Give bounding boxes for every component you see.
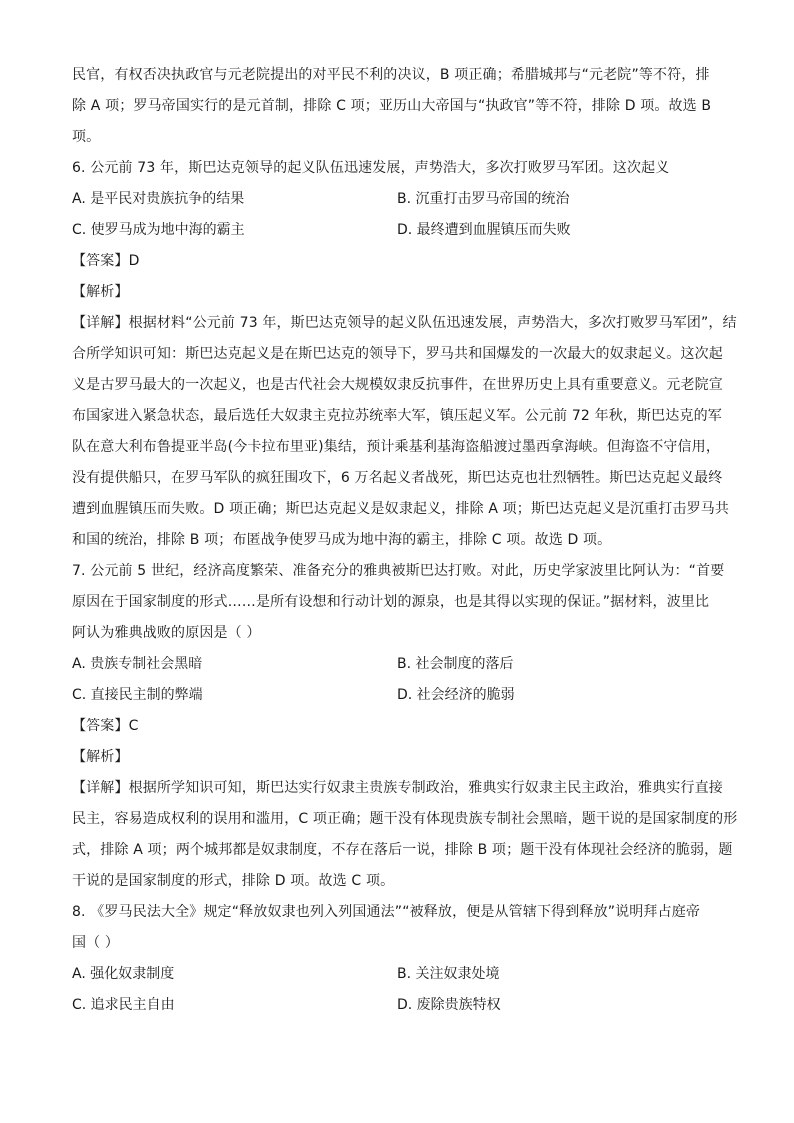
option-d: D. 最终遭到血腥镇压而失败 — [397, 222, 571, 238]
question-8-stem: 8. 《罗马民法大全》规定“释放奴隶也列入列国通法”“被释放，便是从管辖下得到释放”说明拜占庭帝 — [72, 904, 701, 920]
option-d: D. 社会经济的脆弱 — [397, 687, 515, 703]
answer-value: D — [128, 253, 140, 269]
detail-text: 合所学知识可知：斯巴达克起义是在斯巴达克的领导下，罗马共和国爆发的一次最大的奴隶起义。这次起 — [72, 346, 723, 362]
text-line: 除 A 项；罗马帝国实行的是元首制，排除 C 项；亚历山大帝国与“执政官”等不符，排除 D 项。故选 B — [72, 98, 712, 114]
question-6-stem: 6. 公元前 73 年，斯巴达克领导的起义队伍迅速发展，声势浩大，多次打败罗马军团。这次起义 — [72, 160, 670, 176]
question-7-stem: 原因在于国家制度的形式……是所有设想和行动计划的源泉，也是其得以实现的保证。”据材料，波里比 — [72, 594, 710, 610]
detail-line — [72, 308, 737, 339]
option-b: B. 关注奴隶处境 — [397, 966, 500, 982]
question-6-options-row — [72, 184, 722, 215]
answer-tag: 【答案】 — [72, 253, 129, 269]
detail-text: 根据材料“公元前 73 年，斯巴达克领导的起义队伍迅速发展，声势浩大，多次打败罗马军团”，结 — [128, 315, 737, 331]
question-8-stem: 国（ ） — [72, 935, 120, 951]
option-c: C. 追求民主自由 — [72, 997, 175, 1013]
answer-tag: 【答案】 — [72, 718, 129, 734]
detail-text: 和国的统治，排除 B 项；布匿战争使罗马成为地中海的霸主，排除 C 项。故选 D 项。 — [72, 532, 612, 548]
detail-text: 布国家进入紧急状态，最后选任大奴隶主克拉苏统率大军，镇压起义军。公元前 72 年秋，斯巴达克的军 — [72, 408, 722, 424]
question-7-options-row — [72, 680, 722, 711]
option-c: C. 使罗马成为地中海的霸主 — [72, 222, 245, 238]
question-7-options-row — [72, 649, 722, 680]
detail-tag: 【详解】 — [72, 315, 129, 331]
detail-text: 根据所学知识可知，斯巴达实行奴隶主贵族专制政治，雅典实行奴隶主民主政治，雅典实行直接 — [128, 780, 723, 796]
question-7-stem: 阿认为雅典战败的原因是（ ） — [72, 625, 261, 641]
analysis-tag: 【解析】 — [72, 749, 129, 765]
question-8-options-row — [72, 959, 722, 990]
option-a: A. 是平民对贵族抗争的结果 — [72, 191, 245, 207]
detail-text: 队在意大利布鲁提亚半岛(今卡拉布里亚)集结，预计乘基利基海盗船渡过墨西拿海峡。但海盗不守信用， — [72, 439, 720, 455]
question-6-options-row — [72, 215, 722, 246]
answer-line — [72, 246, 722, 277]
option-a: A. 贵族专制社会黑暗 — [72, 656, 203, 672]
answer-line — [72, 711, 722, 742]
text-line: 项。 — [72, 129, 101, 145]
detail-text: 民主，容易造成权利的误用和滥用，C 项正确；题干没有体现贵族专制社会黑暗，题干说的是国家制度的形 — [72, 811, 738, 827]
detail-text: 没有提供船只，在罗马军队的疯狂围攻下，6 万名起义者战死，斯巴达克也壮烈牺牲。斯巴达克起义最终 — [72, 470, 723, 486]
option-c: C. 直接民主制的弊端 — [72, 687, 203, 703]
detail-text: 式，排除 A 项；两个城邦都是奴隶制度，不存在落后一说，排除 B 项；题干没有体现社会经济的脆弱，题 — [72, 842, 733, 858]
detail-text: 义是古罗马最大的一次起义，也是古代社会大规模奴隶反抗事件，在世界历史上具有重要意义。元老院宣 — [72, 377, 723, 393]
detail-text: 遭到血腥镇压而失败。D 项正确；斯巴达克起义是奴隶起义，排除 A 项；斯巴达克起义是沉重打击罗马共 — [72, 501, 730, 517]
option-b: B. 沉重打击罗马帝国的统治 — [397, 191, 570, 207]
option-b: B. 社会制度的落后 — [397, 656, 514, 672]
option-a: A. 强化奴隶制度 — [72, 966, 175, 982]
detail-line — [72, 773, 722, 804]
answer-value: C — [128, 718, 139, 734]
question-7-stem: 7. 公元前 5 世纪，经济高度繁荣、准备充分的雅典被斯巴达打败。对此，历史学家波里比阿认为：“首要 — [72, 563, 725, 579]
text-line: 民官，有权否决执政官与元老院提出的对平民不利的决议，B 项正确；希腊城邦与“元老院”等不符，排 — [72, 67, 710, 83]
detail-tag: 【详解】 — [72, 780, 129, 796]
question-8-options-row — [72, 990, 722, 1021]
document-page — [72, 60, 738, 1021]
detail-text: 干说的是国家制度的形式，排除 D 项。故选 C 项。 — [72, 873, 395, 889]
option-d: D. 废除贵族特权 — [397, 997, 501, 1013]
analysis-tag: 【解析】 — [72, 284, 129, 300]
